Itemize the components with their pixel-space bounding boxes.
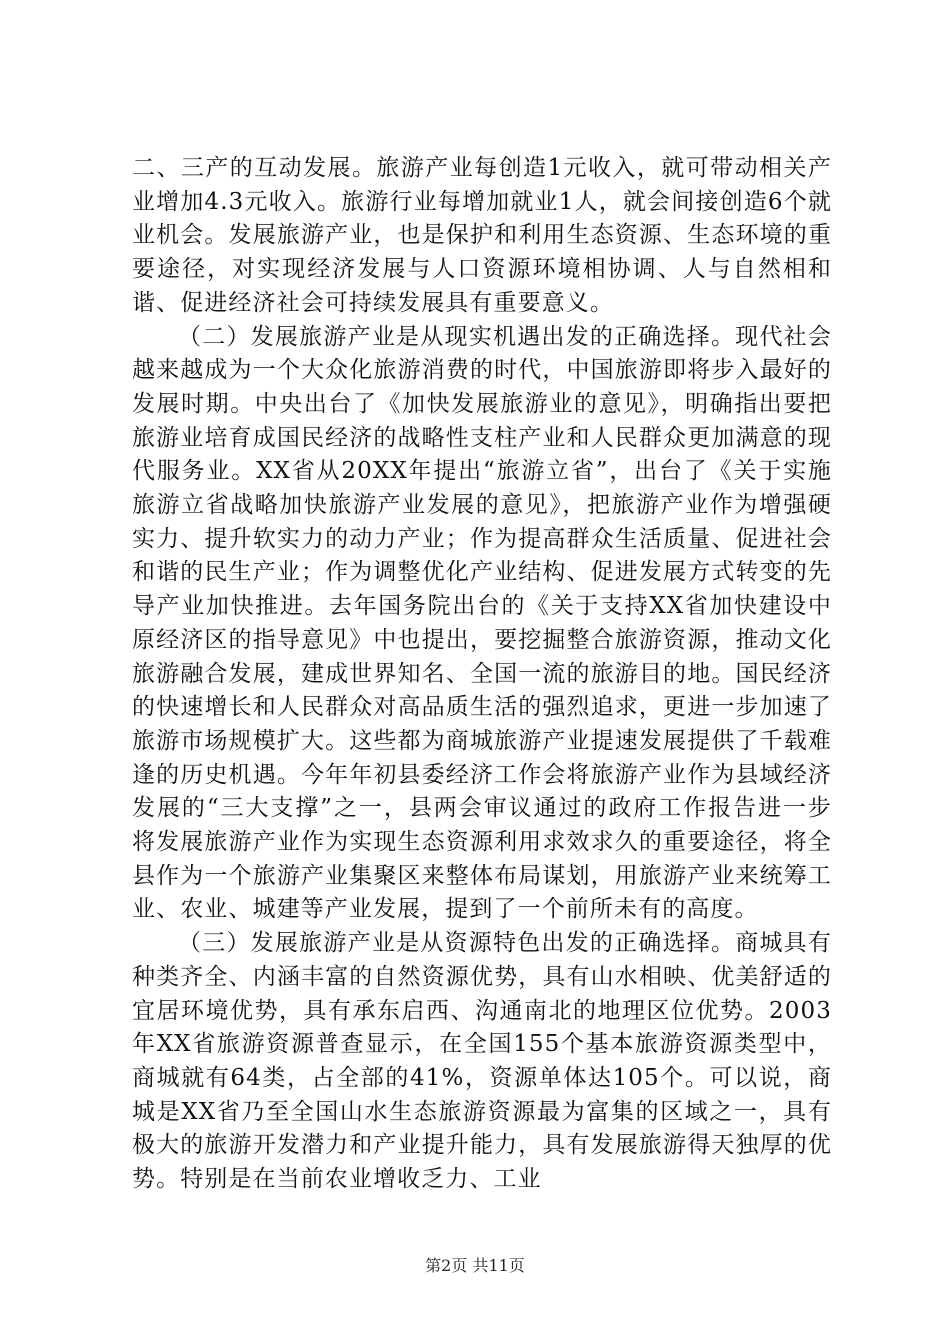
paragraph-3: （三）发展旅游产业是从资源特色出发的正确选择。商城具有种类齐全、内涵丰富的自然资源优势，具有山水相映、优美舒适的宜居环境优势，具有承东启西、沟通南北的地理区位优势。2003年XX省旅游资源普查显示，在全国155个基本旅游资源类型中，商城就有64类，占全部的41%，资源单体达105个。可以说，商城是XX省乃至全国山水生态旅游资源最为富集的区域之一，具有极大的旅游开发潜力和产业提升能力，具有发展旅游得天独厚的优势。特别是在当前农业增收乏力、工业 bbox=[132, 930, 832, 1193]
document-body bbox=[132, 152, 832, 1197]
paragraph-2: （二）发展旅游产业是从现实机遇出发的正确选择。现代社会越来越成为一个大众化旅游消费的时代，中国旅游即将步入最好的发展时期。中央出台了《加快发展旅游业的意见》，明确指出要把旅游业培育成国民经济的战略性支柱产业和人民群众更加满意的现代服务业。XX省从20XX年提出“旅游立省”，出台了《关于实施旅游立省战略加快旅游产业发展的意见》，把旅游产业作为增强硬实力、提升软实力的动力产业；作为提高群众生活质量、促进社会和谐的民生产业；作为调整优化产业结构、促进发展方式转变的先导产业加快推进。去年国务院出台的《关于支持XX省加快建设中原经济区的指导意见》中也提出，要挖掘整合旅游资源，推动文化旅游融合发展，建成世界知名、全国一流的旅游目的地。国民经济的快速增长和人民群众对高品质生活的强烈追求，更进一步加速了旅游市场规模扩大。这些都为商城旅游产业提速发展提供了千载难逢的历史机遇。今年年初县委经济工作会将旅游产业作为县域经济发展的“三大支撑”之一，县两会审议通过的政府工作报告进一步将发展旅游产业作为实现生态资源利用求效求久的重要途径，将全县作为一个旅游产业集聚区来整体布局谋划，用旅游产业来统筹工业、农业、城建等产业发展，提到了一个前所未有的高度。 bbox=[132, 323, 832, 923]
paragraph-1: 二、三产的互动发展。旅游产业每创造1元收入，就可带动相关产业增加4.3元收入。旅游行业每增加就业1人，就会间接创造6个就业机会。发展旅游产业，也是保护和利用生态资源、生态环境的重要途径，对实现经济发展与人口资源环境相协调、人与自然相和谐、促进经济社会可持续发展具有重要意义。 bbox=[132, 155, 832, 316]
page-number-label: 第2页 共11页 bbox=[425, 1256, 525, 1275]
page-footer bbox=[0, 1253, 950, 1276]
